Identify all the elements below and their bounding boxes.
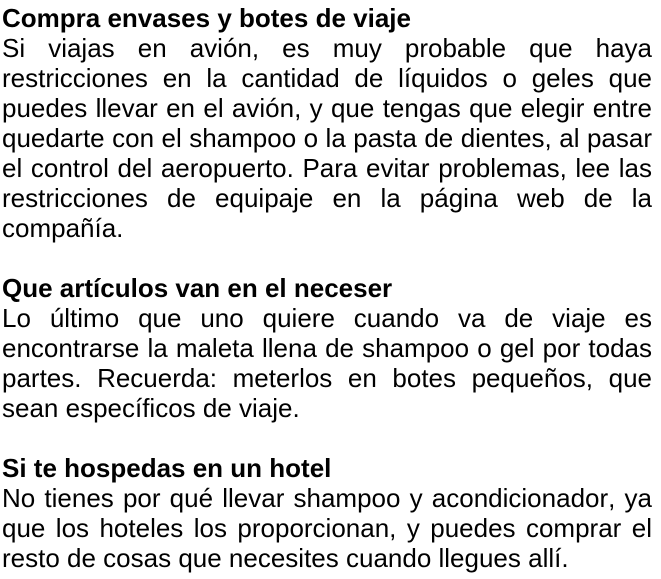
section-paragraph-hotel: No tienes por qué llevar shampoo y acondicionador, ya que los hoteles los proporcionan, y puedes comprar el resto de cosas que necesites cuando llegues allí. xyxy=(2,483,652,573)
section-heading-neceser: Que artículos van en el neceser xyxy=(2,273,393,303)
section-paragraph-neceser: Lo último que uno quiere cuando va de viaje es encontrarse la maleta llena de shampoo o gel por todas partes. Recuerda: meterlos en botes pequeños, que sean específicos de viaje. xyxy=(2,303,652,423)
section-hotel xyxy=(2,453,652,573)
section-heading-hotel: Si te hospedas en un hotel xyxy=(2,453,332,483)
section-paragraph-envases: Si viajas en avión, es muy probable que haya restricciones en la cantidad de líquidos o geles que puedes llevar en el avión, y que tengas que elegir entre quedarte con el shampoo o la pasta de dientes, al pasar el control del aeropuerto. Para evitar problemas, lee las restricciones de equipaje en la página web de la compañía. xyxy=(2,33,652,243)
section-neceser xyxy=(2,273,652,423)
section-envases xyxy=(2,3,652,243)
section-heading-envases: Compra envases y botes de viaje xyxy=(2,3,411,33)
